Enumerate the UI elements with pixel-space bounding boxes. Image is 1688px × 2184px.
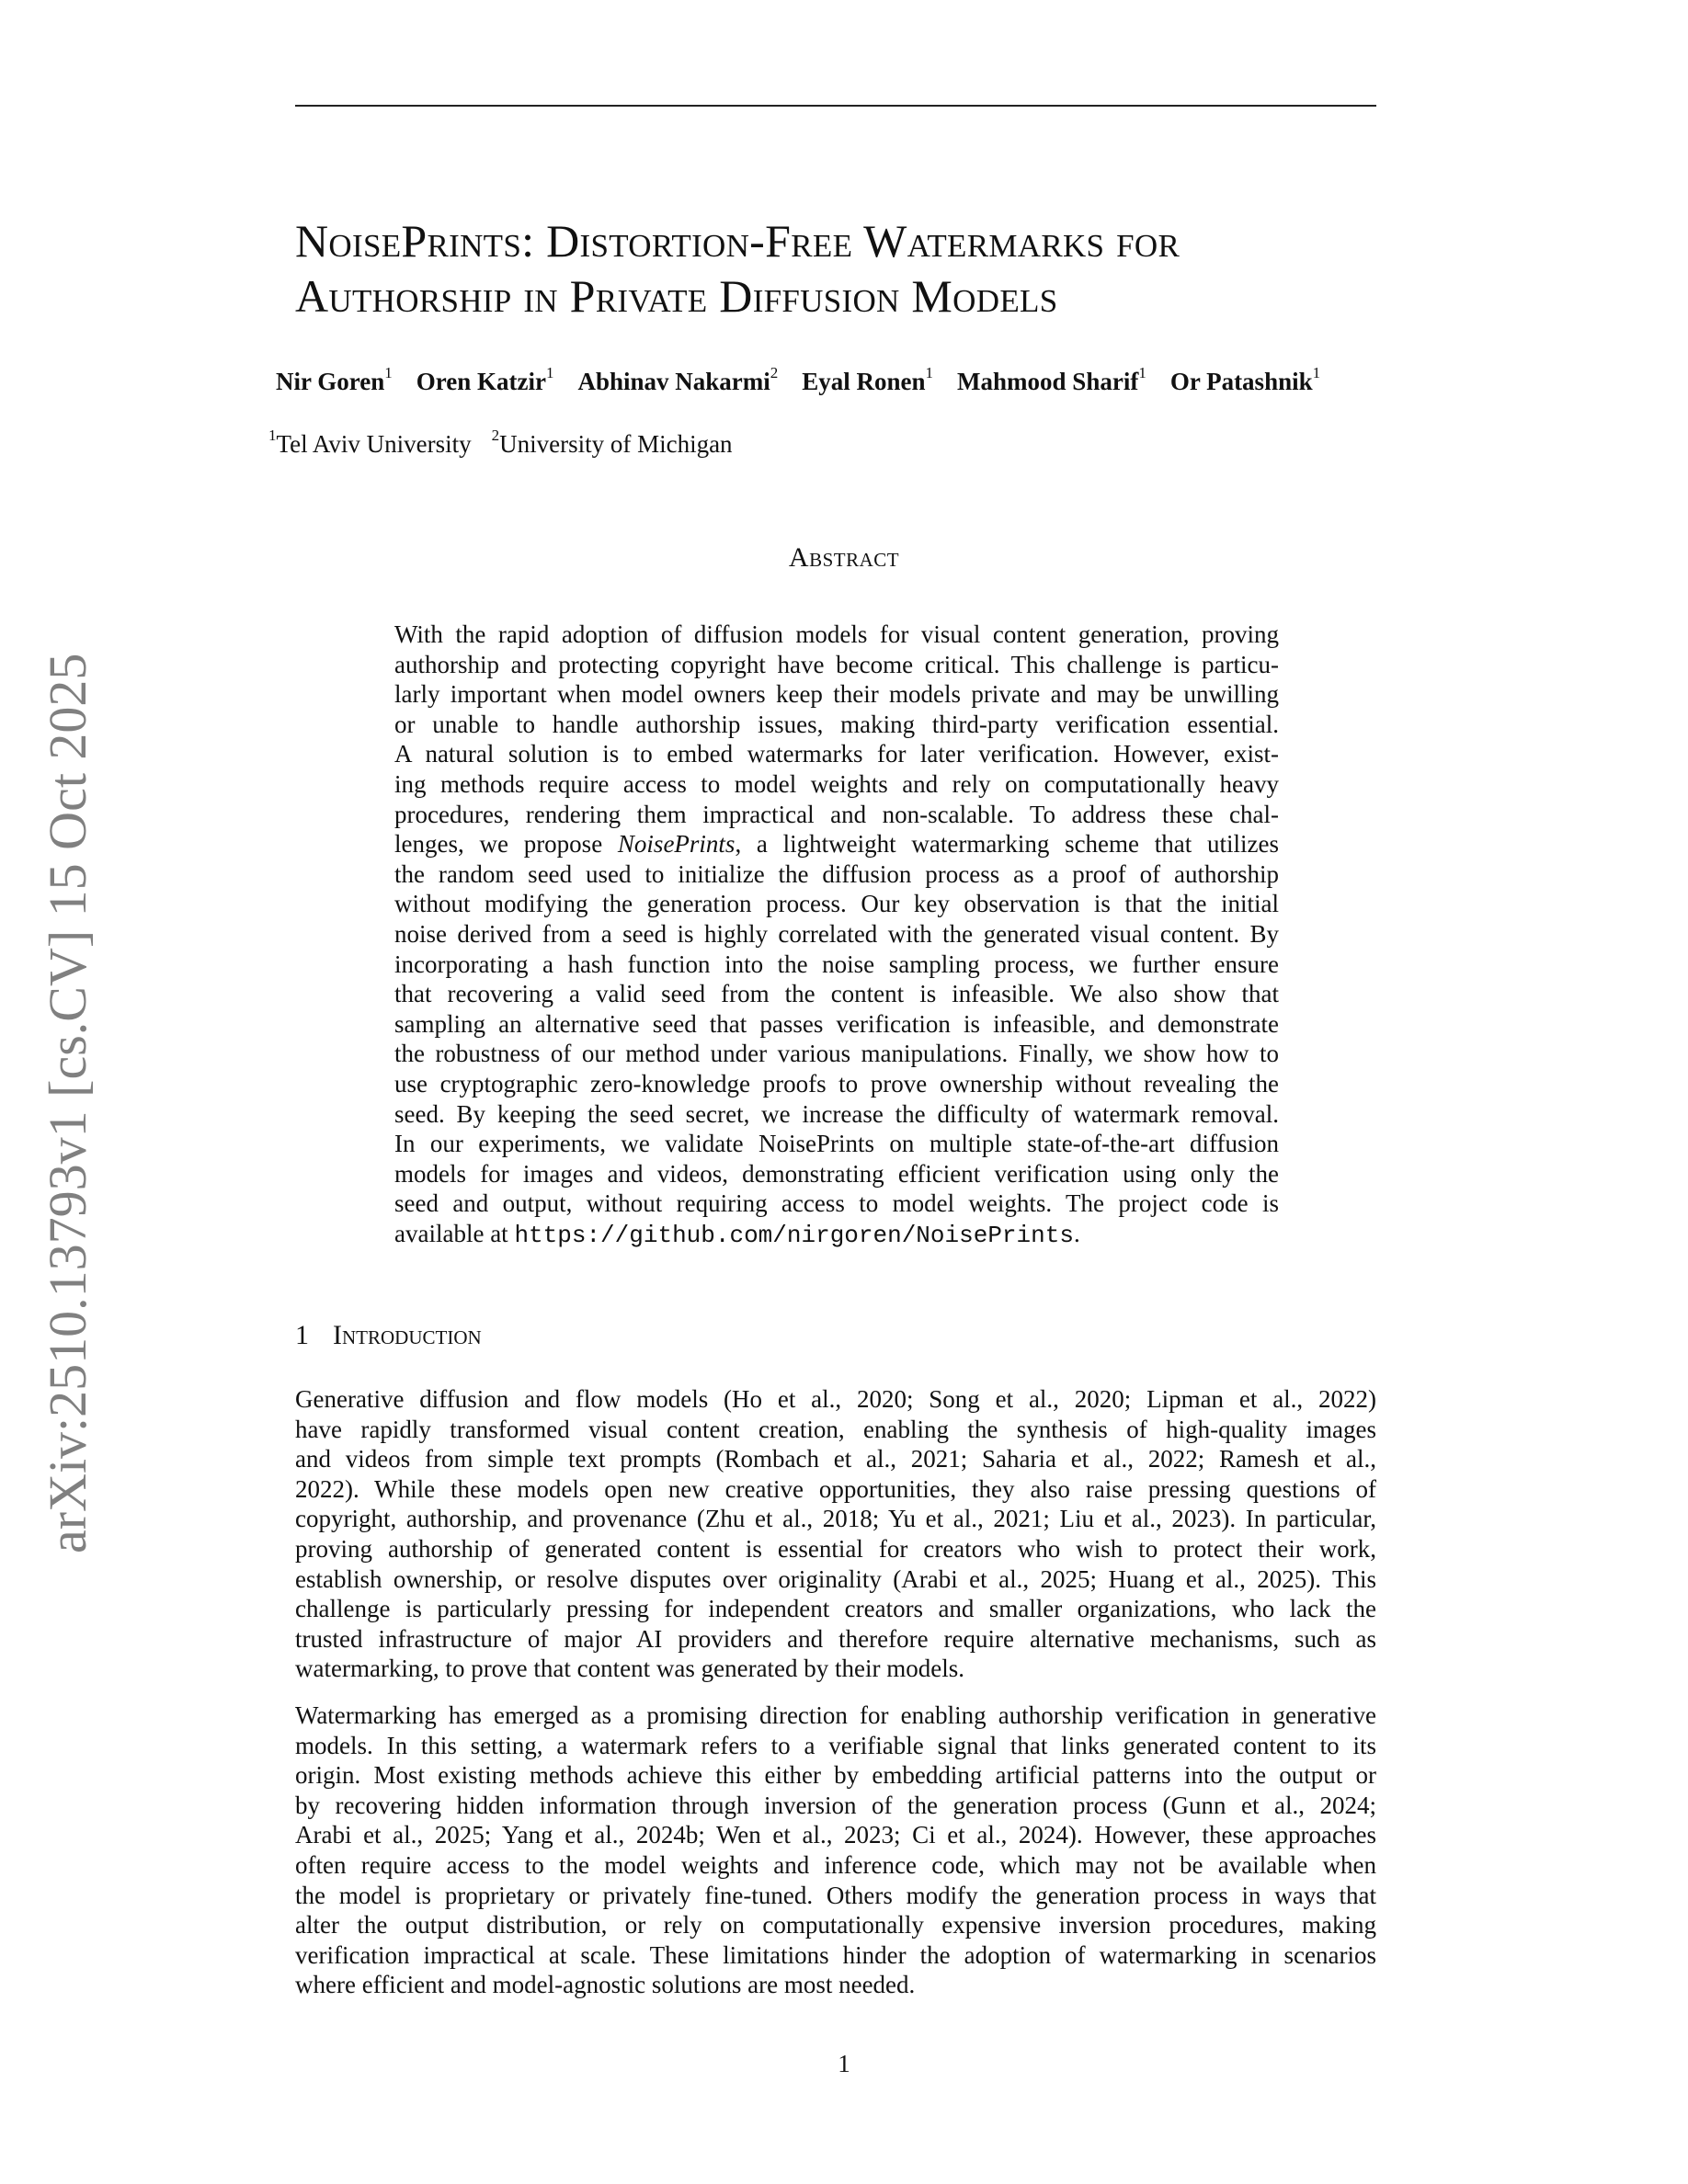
section-heading-introduction: [295, 1320, 482, 1351]
text-run: .: [1073, 1219, 1080, 1247]
author-name-text: Oren Katzir: [416, 368, 546, 395]
author-name-text: Mahmood Sharif: [957, 368, 1139, 395]
text-run: and videos from simple text prompts (Rombach et al., 2021; Saharia et al., 2022; Ramesh et al.,: [295, 1445, 1376, 1473]
author-name: [1169, 364, 1321, 395]
section-title: Introduction: [333, 1320, 482, 1350]
author-name-text: Eyal Ronen: [802, 368, 926, 395]
text-run: noise derived from a seed is highly correlated with the generated visual content. By: [394, 919, 1279, 948]
author-affiliation-mark: 1: [1312, 364, 1321, 381]
text-run: procedures, rendering them impractical and non-scalable. To address these chal-: [394, 800, 1279, 828]
author-affiliation-mark: 1: [1138, 364, 1146, 381]
text-line: [394, 1189, 1279, 1219]
text-run: often require access to the model weights and inference code, which may not be available when: [295, 1850, 1376, 1879]
text-run: copyright, authorship, and provenance (Zhu et al., 2018; Yu et al., 2021; Liu et al., 2023). In particular,: [295, 1505, 1376, 1533]
author-affiliation-mark: 1: [384, 364, 393, 381]
text-line: [394, 800, 1279, 830]
text-line: [394, 919, 1279, 950]
text-run: available at: [394, 1219, 515, 1247]
top-rule: [295, 105, 1376, 107]
text-run: ing methods require access to model weights and rely on computationally heavy: [394, 769, 1279, 798]
text-line: [295, 1504, 1376, 1534]
text-line: [295, 1760, 1376, 1791]
abstract-heading: Abstract: [788, 542, 900, 573]
page-number: 1: [838, 2050, 850, 2077]
text-line: [394, 859, 1279, 890]
text-line: [394, 650, 1279, 680]
text-line: [394, 1219, 1279, 1249]
affiliation-name: University of Michigan: [499, 430, 733, 458]
text-line: [394, 1009, 1279, 1040]
text-run: have rapidly transformed visual content creation, enabling the synthesis of high-quality images: [295, 1415, 1376, 1443]
introduction-paragraph-2: [295, 1701, 1376, 2000]
paper-title-line-2: Authorship in Private Diffusion Models: [295, 270, 1058, 322]
text-line: [394, 889, 1279, 919]
text-line: [295, 1654, 1376, 1684]
text-run: larly important when model owners keep their models private and may be unwilling: [394, 680, 1279, 709]
text-line: [295, 1820, 1376, 1850]
introduction-paragraph-1: [295, 1384, 1376, 1684]
text-line: [295, 1594, 1376, 1624]
text-line: [295, 1564, 1376, 1595]
text-run: proving authorship of generated content is essential for creators who wish to protect their work,: [295, 1534, 1376, 1563]
text-run: by recovering hidden information through inversion of the generation process (Gunn et al., 2024;: [295, 1791, 1376, 1819]
text-line: [394, 1039, 1279, 1069]
text-line: [394, 1099, 1279, 1130]
text-run: Arabi et al., 2025; Yang et al., 2024b; Wen et al., 2023; Ci et al., 2024). However, these approaches: [295, 1821, 1376, 1849]
text-run: Generative diffusion and flow models (Ho et al., 2020; Song et al., 2020; Lipman et al., 2022): [295, 1385, 1376, 1413]
text-run: where efficient and model-agnostic solutions are most needed.: [295, 1971, 916, 1999]
text-run: models for images and videos, demonstrating efficient verification using only the: [394, 1159, 1279, 1188]
text-line: [394, 829, 1279, 859]
affiliation-name: Tel Aviv University: [276, 430, 472, 458]
text-run: With the rapid adoption of diffusion models for visual content generation, proving: [394, 620, 1279, 648]
text-line: [394, 1129, 1279, 1159]
text-line: [295, 1910, 1376, 1940]
text-line: [394, 769, 1279, 800]
author-name: [416, 364, 554, 395]
text-line: [394, 739, 1279, 769]
text-line: [394, 679, 1279, 710]
affiliation-number: 2: [491, 427, 500, 444]
text-run: incorporating a hash function into the noise sampling process, we further ensure: [394, 950, 1279, 978]
text-line: [295, 1731, 1376, 1761]
text-run: establish ownership, or resolve disputes over originality (Arabi et al., 2025; Huang et al., 2025). This: [295, 1564, 1376, 1593]
text-run: the random seed used to initialize the diffusion process as a proof of authorship: [394, 859, 1279, 888]
abstract-body: [394, 620, 1279, 1248]
text-line: [295, 1940, 1376, 1971]
author-name: [802, 364, 934, 395]
text-line: [295, 1444, 1376, 1474]
text-run: seed. By keeping the seed secret, we increase the difficulty of watermark removal.: [394, 1099, 1279, 1128]
project-code-link[interactable]: https://github.com/nirgoren/NoisePrints: [514, 1221, 1074, 1249]
affiliation-number: 1: [268, 427, 277, 444]
author-name-text: Or Patashnik: [1169, 368, 1313, 395]
text-line: [295, 1384, 1376, 1415]
text-run: trusted infrastructure of major AI providers and therefore require alternative mechanisms, such as: [295, 1624, 1376, 1653]
text-run: or unable to handle authorship issues, making third-party verification essential.: [394, 710, 1279, 738]
text-line: [394, 979, 1279, 1009]
method-name-emphasis: NoisePrints: [617, 830, 736, 859]
author-affiliation-mark: 1: [545, 364, 554, 381]
text-run: authorship and protecting copyright have become critical. This challenge is particu-: [394, 650, 1279, 678]
text-line: [295, 1881, 1376, 1911]
author-affiliation-mark: 2: [770, 364, 779, 381]
text-run: verification impractical at scale. These limitations hinder the adoption of watermarking in scenarios: [295, 1940, 1376, 1969]
text-line: [295, 1624, 1376, 1655]
text-line: [394, 710, 1279, 740]
author-affiliation-mark: 1: [925, 364, 934, 381]
text-run: , a lightweight watermarking scheme that utilizes: [735, 830, 1279, 859]
author-name-text: Abhinav Nakarmi: [577, 368, 770, 395]
text-run: challenge is particularly pressing for independent creators and smaller organizations, who lack the: [295, 1595, 1376, 1623]
section-number: 1: [295, 1320, 309, 1350]
affiliation-list: [268, 427, 753, 459]
text-run: alter the output distribution, or rely on computationally expensive inversion procedures, making: [295, 1911, 1376, 1939]
text-run: without modifying the generation process. Our key observation is that the initial: [394, 890, 1279, 918]
text-run: the robustness of our method under various manipulations. Finally, we show how to: [394, 1040, 1279, 1068]
affiliation: [268, 427, 472, 458]
text-line: [295, 1791, 1376, 1821]
arxiv-identifier-stamp: arXiv:2510.13793v1 [cs.CV] 15 Oct 2025: [38, 653, 97, 1553]
text-run: 2022). While these models open new creative opportunities, they also raise pressing questions of: [295, 1474, 1376, 1503]
text-line: [295, 1474, 1376, 1505]
text-run: watermarking, to prove that content was generated by their models.: [295, 1655, 965, 1683]
author-name: [957, 364, 1146, 395]
text-line: [295, 1970, 1376, 2000]
text-run: lenges, we propose: [394, 830, 618, 859]
text-line: [394, 620, 1279, 650]
author-name: [577, 364, 779, 395]
text-line: [394, 1159, 1279, 1189]
text-run: use cryptographic zero-knowledge proofs to prove ownership without revealing the: [394, 1069, 1279, 1098]
text-line: [295, 1850, 1376, 1881]
author-list: [276, 364, 1416, 396]
text-run: In our experiments, we validate NoisePrints on multiple state-of-the-art diffusion: [394, 1130, 1279, 1158]
text-run: A natural solution is to embed watermarks for later verification. However, exist-: [394, 740, 1279, 768]
text-run: seed and output, without requiring access to model weights. The project code is: [394, 1189, 1279, 1218]
text-run: origin. Most existing methods achieve this either by embedding artificial patterns into the output or: [295, 1761, 1376, 1790]
text-line: [394, 1069, 1279, 1099]
text-run: models. In this setting, a watermark refers to a verifiable signal that links generated content to its: [295, 1731, 1376, 1759]
text-run: the model is proprietary or privately fine-tuned. Others modify the generation process in ways that: [295, 1881, 1376, 1909]
text-line: [295, 1534, 1376, 1564]
text-run: Watermarking has emerged as a promising direction for enabling authorship verification in generative: [295, 1701, 1376, 1729]
text-run: sampling an alternative seed that passes verification is infeasible, and demonstrate: [394, 1009, 1279, 1038]
author-name-text: Nir Goren: [276, 368, 385, 395]
text-line: [394, 950, 1279, 980]
affiliation: [491, 427, 733, 458]
text-run: that recovering a valid seed from the content is infeasible. We also show that: [394, 980, 1279, 1008]
author-name: [276, 364, 393, 395]
text-line: [295, 1415, 1376, 1445]
paper-title-line-1: NoisePrints: Distortion-Free Watermarks for: [295, 215, 1180, 267]
text-line: [295, 1701, 1376, 1731]
